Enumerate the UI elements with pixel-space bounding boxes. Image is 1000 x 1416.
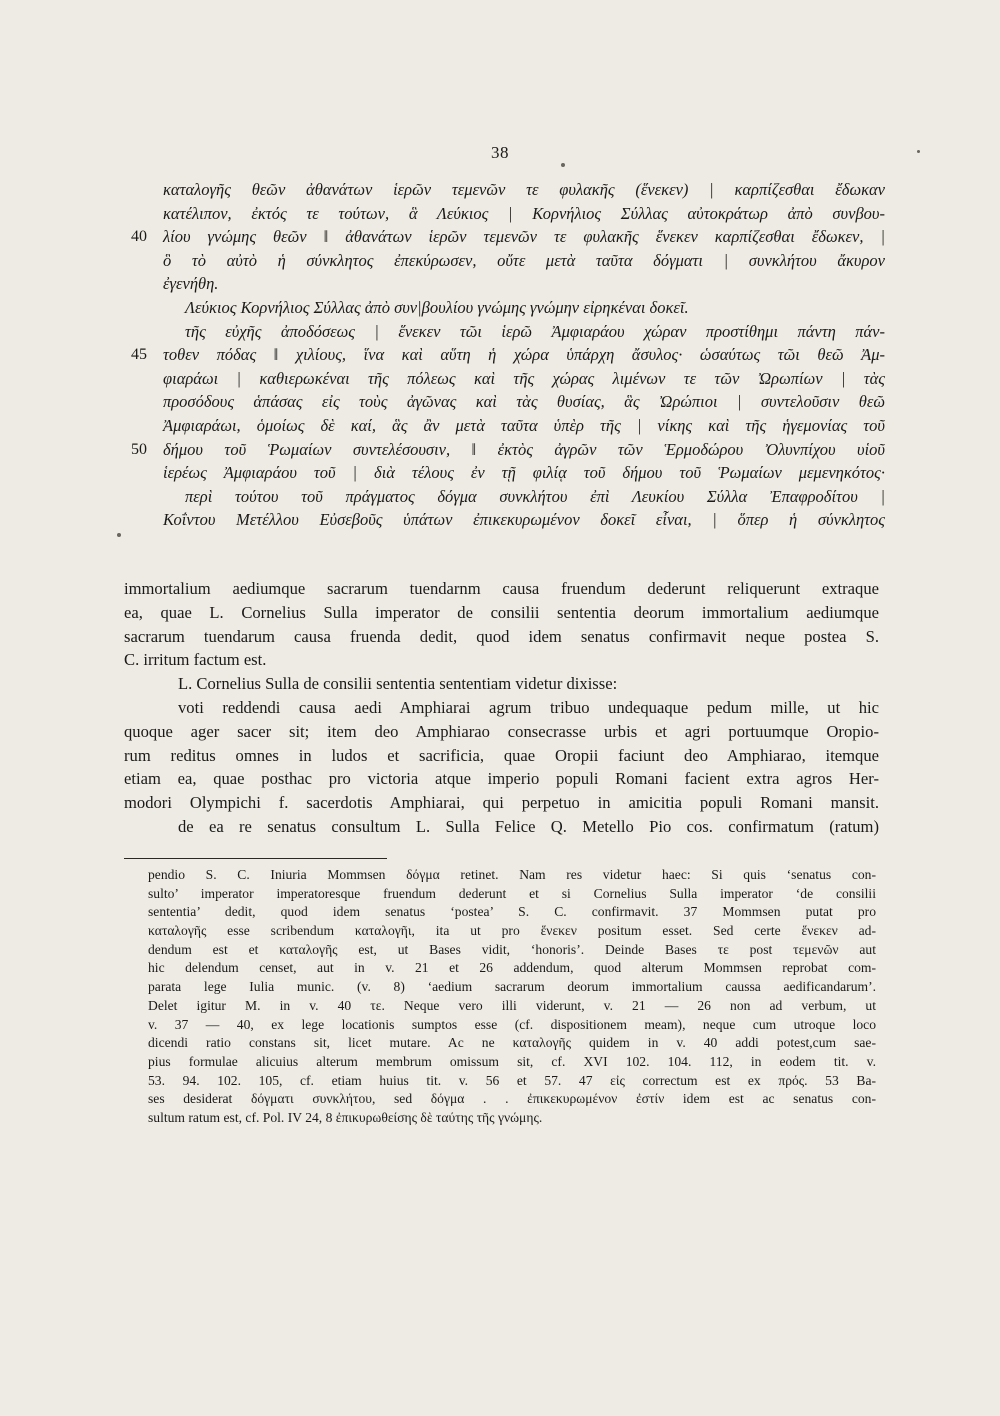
greek-line bbox=[0, 438, 1000, 462]
note-line-text: v. 37 — 40, ex lege locationis sumptos esse (cf. dispositionem meam), neque cum utroque loco bbox=[148, 1016, 876, 1032]
greek-line bbox=[0, 202, 1000, 226]
latin-line bbox=[0, 720, 1000, 744]
greek-line bbox=[0, 249, 1000, 273]
greek-line-text: λίου γνώμης θεῶν ‖ ἀθανάτων ἱερῶν τεμενῶν τε φυλακῆς ἕνεκεν καρπίζεσθαι ἔδωκεν, | bbox=[163, 227, 885, 247]
note-line bbox=[0, 1109, 1000, 1128]
greek-line-text: φιαράωι | καθιερωκέναι τῆς πόλεως καὶ τῆς χώρας λιμένων τε τῶν Ὠρωπίων | τὰς bbox=[163, 368, 885, 388]
note-line bbox=[0, 1053, 1000, 1072]
critical-notes bbox=[0, 866, 1000, 1128]
note-line-text: sententia’ dedit, quod idem senatus ‘postea’ S. C. confirmavit. 37 Mommsen putat pro bbox=[148, 904, 876, 920]
note-line bbox=[0, 1034, 1000, 1053]
greek-line bbox=[0, 485, 1000, 509]
latin-line bbox=[0, 672, 1000, 696]
note-line-text: dicendi ratio constans sit, licet mutare. Ac ne καταλογῆς quidem in v. 40 addi potest,cum sae- bbox=[148, 1035, 876, 1051]
greek-line-text: Ἀμφιαράωι, ὁμοίως δὲ καί, ἃς ἂν μετὰ ταῦτα ὑπὲρ τῆς | νίκης καὶ τῆς ἡγεμονίας τοῦ bbox=[163, 415, 885, 435]
greek-line bbox=[0, 296, 1000, 320]
latin-line-text: de ea re senatus consultum L. Sulla Felice Q. Metello Pio cos. confirmatum (ratum) bbox=[178, 816, 879, 836]
latin-line bbox=[0, 815, 1000, 839]
note-line-text: pendio S. C. Iniuria Mommsen δόγμα retinet. Nam res videtur haec: Si quis ‘senatus con- bbox=[148, 867, 876, 882]
greek-line bbox=[0, 461, 1000, 485]
greek-line bbox=[0, 390, 1000, 414]
line-number: 45 bbox=[131, 346, 147, 364]
latin-line bbox=[0, 791, 1000, 815]
note-line bbox=[0, 959, 1000, 978]
note-line-text: pius formulae alicuius alterum membrum omissum sit, cf. XVI 102. 104. 112, in eodem tit. v. bbox=[148, 1053, 876, 1069]
greek-line bbox=[0, 320, 1000, 344]
footnote-rule bbox=[124, 858, 387, 859]
paper-speck bbox=[117, 533, 121, 537]
note-line bbox=[0, 885, 1000, 904]
greek-line-text: περὶ τούτου τοῦ πράγματος δόγμα συνκλήτου ἐπὶ Λευκίου Σύλλα Ἐπαφροδίτου | bbox=[185, 486, 885, 506]
latin-line-text: immortalium aediumque sacrarum tuendarnm causa fruendum dederunt reliquerunt extraque bbox=[124, 579, 879, 598]
latin-line-text: voti reddendi causa aedi Amphiarai agrum tribuo undequaque pedum mille, ut hic bbox=[178, 697, 879, 717]
note-line bbox=[0, 1016, 1000, 1035]
latin-line-text: L. Cornelius Sulla de consilii sententia sententiam videtur dixisse: bbox=[178, 674, 618, 694]
latin-line bbox=[0, 625, 1000, 649]
latin-line bbox=[0, 648, 1000, 672]
latin-line-text: sacrarum tuendarum causa fruenda dedit, quod idem senatus confirmavit neque postea S. bbox=[124, 626, 879, 646]
note-line bbox=[0, 903, 1000, 922]
note-line-text: Delet igitur M. in v. 40 τε. Neque vero illi viderunt, v. 21 — 26 non ad verbum, ut bbox=[148, 997, 876, 1013]
note-line bbox=[0, 1072, 1000, 1091]
page-number: 38 bbox=[491, 143, 509, 162]
greek-line-text: Κοΐντου Μετέλλου Εὐσεβοῦς ὑπάτων ἐπικεκυρωμένον δοκεῖ εἶναι, | ὅπερ ἡ σύνκλητος bbox=[163, 510, 885, 530]
greek-line-text: δήμου τοῦ Ῥωμαίων συντελέσουσιν, ‖ ἐκτὸς ἀγρῶν τῶν Ἑρμοδώρου Ὀλυνπίχου υἱοῦ bbox=[163, 439, 885, 459]
line-number: 40 bbox=[131, 228, 147, 246]
latin-line-text: C. irritum factum est. bbox=[124, 650, 267, 670]
latin-line-text: etiam ea, quae posthac pro victoria atque imperio populi Romani facient extra agros Her- bbox=[124, 769, 879, 789]
greek-line bbox=[0, 343, 1000, 367]
greek-line-text: τοθεν πόδας ‖ χιλίους, ἵνα καὶ αὕτη ἡ χώρα ὑπάρχη ἄσυλος· ὡσαύτως τῶι θεῶ Ἀμ- bbox=[163, 345, 885, 365]
latin-translation bbox=[0, 577, 1000, 839]
note-line bbox=[0, 922, 1000, 941]
note-line-text: hic delendum censet, aut in v. 21 et 26 addendum, quod alterum Mommsen reprobat com- bbox=[148, 960, 876, 976]
note-line bbox=[0, 866, 1000, 885]
note-line-text: 53. 94. 102. 105, cf. etiam huius tit. v. 56 et 57. 47 εἰς correctum est ex πρός. 53 Ba- bbox=[148, 1072, 876, 1088]
greek-line-text: ἐγενήθη. bbox=[163, 274, 219, 294]
greek-line bbox=[0, 225, 1000, 249]
greek-line-text: Λεύκιος Κορνήλιος Σύλλας ἀπὸ συν|βουλίου γνώμης γνώμην εἰρηκέναι δοκεῖ. bbox=[185, 297, 689, 317]
latin-line bbox=[0, 577, 1000, 601]
greek-line bbox=[0, 367, 1000, 391]
greek-line-text: τῆς εὐχῆς ἀποδόσεως | ἕνεκεν τῶι ἱερῶ Ἀμφιαράου χώραν προστίθημι πάντη πάν- bbox=[185, 321, 885, 341]
note-line-text: dendum est et καταλογῆς est, ut Bases vidit, ‘honoris’. Deinde Bases τε post τεμενῶν aut bbox=[148, 941, 876, 957]
greek-line bbox=[0, 272, 1000, 296]
note-line bbox=[0, 941, 1000, 960]
greek-line bbox=[0, 508, 1000, 532]
note-line-text: ses desiderat δόγματι συνκλήτου, sed δόγμα . . ἐπικεκυρωμένον ἐστίν idem est ac senatus con- bbox=[148, 1091, 876, 1107]
latin-line bbox=[0, 601, 1000, 625]
greek-inscription-text bbox=[0, 178, 1000, 532]
latin-line-text: modori Olympichi f. sacerdotis Amphiarai, qui perpetuo in amicitia populi Romani mansit. bbox=[124, 793, 879, 813]
note-line-text: καταλογῆς esse scribendum καταλογῆι, ita ut pro ἕνεκεν positum esset. Sed certe ἕνεκεν ad- bbox=[148, 923, 876, 939]
latin-line bbox=[0, 744, 1000, 768]
latin-line-text: rum reditus omnes in ludos et sacrificia, quae Oropii faciunt deo Amphiarao, itemque bbox=[124, 745, 879, 765]
greek-line-text: προσόδους ἁπάσας εἰς τοὺς ἀγῶνας καὶ τὰς θυσίας, ἃς Ὠρώπιοι | συντελοῦσιν θεῶ bbox=[163, 392, 885, 412]
greek-line bbox=[0, 178, 1000, 202]
note-line bbox=[0, 1090, 1000, 1109]
paper-speck bbox=[561, 163, 565, 167]
greek-line bbox=[0, 414, 1000, 438]
note-line bbox=[0, 978, 1000, 997]
note-line-text: sultum ratum est, cf. Pol. IV 24, 8 ἐπικυρωθείσης δὲ ταύτης τῆς γνώμης. bbox=[148, 1109, 543, 1125]
line-number: 50 bbox=[131, 440, 147, 458]
latin-line-text: quoque ager sacer sit; item deo Amphiarao consecrasse urbis et agri portuumque Oropio- bbox=[124, 721, 879, 741]
latin-line bbox=[0, 767, 1000, 791]
latin-line-text: ea, quae L. Cornelius Sulla imperator de consilii sententia deorum immortalium aediumque bbox=[124, 602, 879, 622]
greek-line-text: ὃ τὸ αὐτὸ ἡ σύνκλητος ἐπεκύρωσεν, οὔτε μετὰ ταῦτα δόγματι | συνκλήτου ἄκυρον bbox=[163, 250, 885, 270]
note-line bbox=[0, 997, 1000, 1016]
greek-line-text: ἱερέως Ἀμφιαράου τοῦ | διὰ τέλους ἐν τῇ φιλίᾳ τοῦ δήμου τοῦ Ῥωμαίων μεμενηκότος· bbox=[163, 463, 885, 483]
latin-line bbox=[0, 696, 1000, 720]
paper-speck bbox=[917, 150, 920, 153]
note-line-text: sulto’ imperator imperatoresque fruendum dederunt et si Cornelius Sulla imperator ‘de consilii bbox=[148, 885, 876, 901]
greek-line-text: κατέλιπον, ἐκτός τε τούτων, ἃ Λεύκιος | Κορνήλιος Σύλλας αὐτοκράτωρ ἀπὸ συνβου- bbox=[163, 203, 885, 223]
note-line-text: parata lege Iulia munic. (v. 8) ‘aedium sacrarum deorum immortalium caussa aedificandarum’. bbox=[148, 979, 876, 995]
greek-line-text: καταλογῆς θεῶν ἀθανάτων ἱερῶν τεμενῶν τε φυλακῆς (ἕνεκεν) | καρπίζεσθαι ἔδωκαν bbox=[163, 180, 885, 199]
